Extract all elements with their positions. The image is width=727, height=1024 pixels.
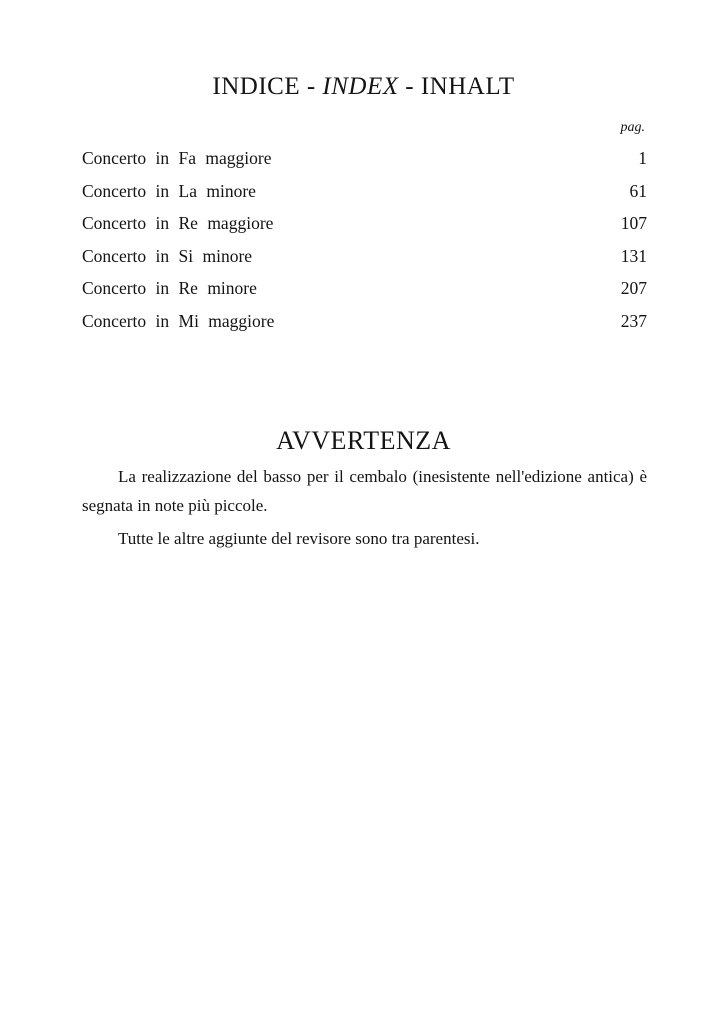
toc-entry-page: 1 <box>638 148 647 168</box>
index-title-english: INDEX <box>322 73 399 100</box>
toc-entry <box>82 209 647 242</box>
index-title-italian: INDICE - <box>212 73 323 100</box>
toc-entry-page: 207 <box>620 278 647 299</box>
toc-entry-page: 107 <box>620 213 647 234</box>
toc-entry <box>82 177 647 210</box>
toc-entry-title: Concerto in Re maggiore <box>82 213 274 234</box>
toc-entry <box>82 307 647 340</box>
toc-entry-page: 61 <box>629 180 647 201</box>
toc-entry <box>82 144 647 177</box>
toc-entry-title: Concerto in Mi maggiore <box>82 310 275 331</box>
notice-body <box>82 462 647 553</box>
notice-paragraph: La realizzazione del basso per il cembalo (inesistente nell'edizione antica) è segnata in note più piccole. <box>82 467 647 515</box>
notice-heading: AVVERTENZA <box>276 426 451 455</box>
page-column-label: pag. <box>620 120 645 135</box>
toc-entry-title: Concerto in Fa maggiore <box>82 148 272 168</box>
index-title <box>0 70 727 104</box>
toc-entry-page: 237 <box>620 310 647 331</box>
table-of-contents <box>82 144 647 340</box>
index-title-german: - INHALT <box>398 73 515 100</box>
toc-entry-page: 131 <box>620 245 647 266</box>
toc-entry-title: Concerto in La minore <box>82 180 256 201</box>
toc-entry-title: Concerto in Re minore <box>82 278 257 299</box>
toc-entry <box>82 242 647 275</box>
notice-paragraph: Tutte le altre aggiunte del revisore sono tra parentesi. <box>118 529 480 548</box>
toc-entry-title: Concerto in Si minore <box>82 245 253 266</box>
toc-entry <box>82 274 647 307</box>
